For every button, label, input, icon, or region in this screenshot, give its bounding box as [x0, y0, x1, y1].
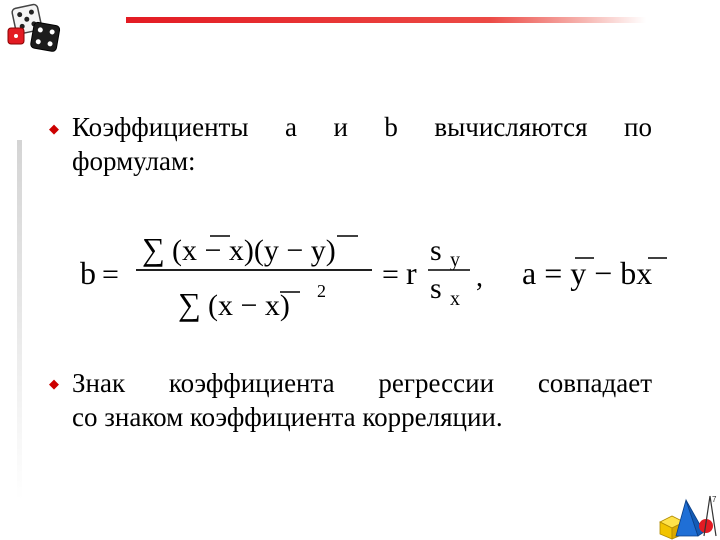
- formula-sy-subscript: y: [450, 249, 460, 271]
- formula-comma: ,: [476, 262, 483, 293]
- regression-formula: [70, 220, 690, 340]
- sum-symbol: ∑: [178, 286, 201, 322]
- formula-b: b: [80, 255, 96, 291]
- svg-text:7: 7: [712, 495, 717, 504]
- formula-a-expression: a = y − bx: [522, 255, 653, 291]
- paragraph-line: со знаком коэффициента корреляции.: [72, 402, 503, 432]
- sum-symbol: ∑: [142, 231, 165, 267]
- top-accent-bar: [126, 17, 646, 23]
- formula-r: r: [406, 255, 417, 291]
- formula-sx-subscript: x: [450, 288, 460, 310]
- formula-numerator: (x − x)(y − y): [172, 234, 336, 267]
- geometric-shapes-icon: [654, 492, 720, 540]
- paragraph-line: формулам:: [72, 146, 196, 176]
- paragraph-line: Коэффициенты a и b вычисляются по: [72, 112, 652, 142]
- paragraph-sign-rule: [72, 366, 652, 434]
- bullet-icon: ◆: [49, 377, 59, 392]
- bullet-icon: ◆: [49, 122, 59, 137]
- formula-sy: s: [430, 234, 442, 267]
- formula-equals: =: [382, 258, 399, 291]
- formula-exponent: 2: [317, 281, 326, 301]
- formula-denominator: (x − x): [208, 289, 290, 322]
- paragraph-coefficients: [72, 110, 652, 178]
- dice-icon: [6, 2, 66, 62]
- formula-equals: =: [102, 258, 119, 291]
- paragraph-line: Знак коэффициента регрессии совпадает: [72, 368, 652, 398]
- formula-sx: s: [430, 272, 442, 305]
- left-accent-bar: [17, 140, 22, 500]
